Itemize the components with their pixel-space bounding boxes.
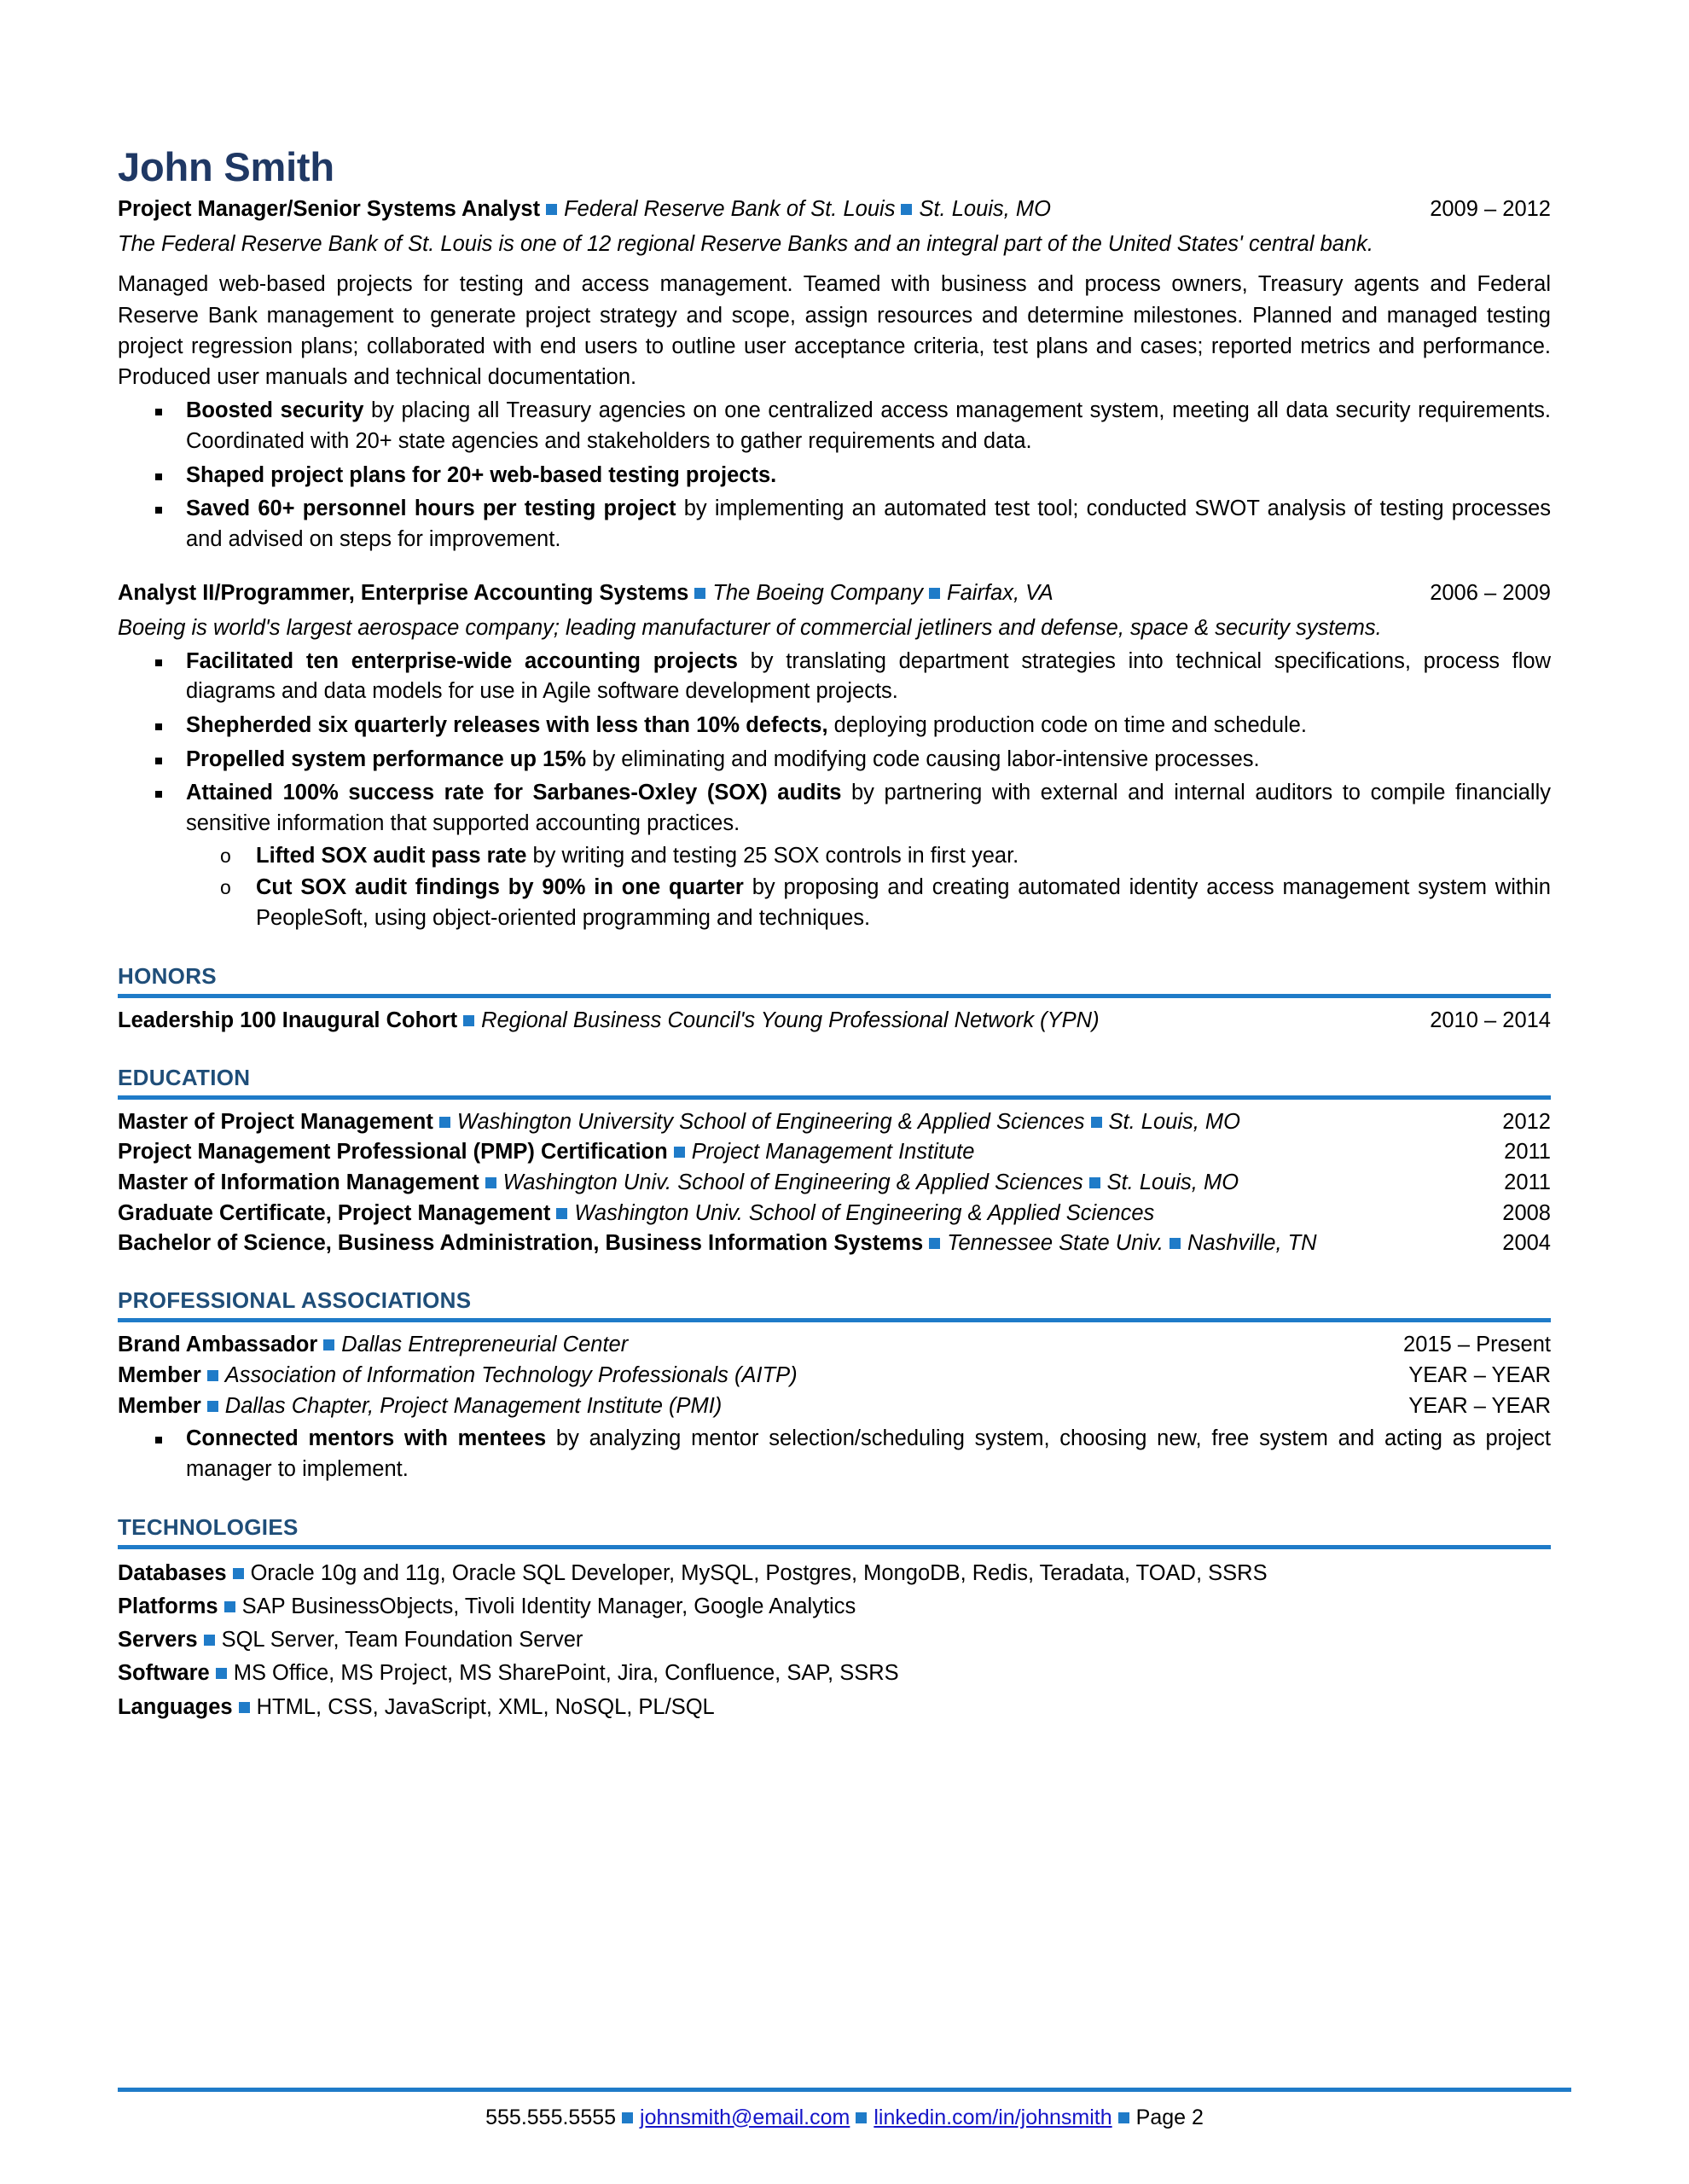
spacer bbox=[118, 555, 1551, 578]
section-title: TECHNOLOGIES bbox=[118, 1513, 299, 1540]
subbullet-lead: Cut SOX audit findings by 90% in one quarter bbox=[256, 875, 744, 900]
education-year: 2008 bbox=[1502, 1200, 1551, 1225]
employer-description: The Federal Reserve Bank of St. Louis is one of 12 regional Reserve Banks and an integral part of the United States' central bank. bbox=[118, 232, 1373, 257]
square-separator-icon bbox=[204, 1635, 215, 1646]
bullet-lead: Propelled system performance up 15% bbox=[186, 746, 587, 771]
technology-row bbox=[118, 1658, 1551, 1688]
list-item bbox=[118, 778, 1551, 933]
square-separator-icon bbox=[1118, 2112, 1129, 2123]
technology-label: Software bbox=[118, 1661, 210, 1686]
education-year: 2011 bbox=[1504, 1140, 1551, 1165]
education-year: 2004 bbox=[1502, 1231, 1551, 1256]
education-row-left bbox=[118, 1108, 1454, 1137]
bullet-rest: by placing all Treasury agencies on one centralized access management system, meeting all data security requirements. Coordinated with 20+ state agencies and stakeholders to gather requirements and data. bbox=[186, 398, 1552, 453]
list-item bbox=[186, 841, 1551, 872]
section-divider bbox=[118, 1318, 1551, 1322]
section-divider bbox=[118, 994, 1551, 998]
bullet-lead: Facilitated ten enterprise-wide accounting projects bbox=[186, 648, 738, 673]
job-dates: 2009 – 2012 bbox=[1430, 196, 1551, 221]
section-divider bbox=[118, 1545, 1551, 1549]
school-location: St. Louis, MO bbox=[1106, 1170, 1239, 1195]
square-separator-icon bbox=[546, 204, 557, 215]
subbullet-rest: by proposing and creating automated identity access management system within PeopleSoft, using object-oriented programming and techniques. bbox=[256, 875, 1551, 930]
education-row-left bbox=[118, 1138, 1454, 1167]
technology-value: MS Office, MS Project, MS SharePoint, Jira, Confluence, SAP, SSRS bbox=[233, 1661, 899, 1686]
square-separator-icon bbox=[856, 2112, 867, 2123]
association-row-left bbox=[118, 1362, 1390, 1391]
square-separator-icon bbox=[901, 204, 912, 215]
square-separator-icon bbox=[233, 1568, 244, 1579]
association-organization: Dallas Entrepreneurial Center bbox=[341, 1333, 629, 1357]
bullet-lead: Connected mentors with mentees bbox=[186, 1426, 547, 1451]
list-item bbox=[118, 396, 1551, 456]
degree: Bachelor of Science, Business Administration, Business Information Systems bbox=[118, 1231, 924, 1256]
school: Project Management Institute bbox=[691, 1140, 975, 1165]
square-separator-icon bbox=[556, 1208, 567, 1219]
bullet-rest: by partnering with external and internal auditors to compile financially sensitive information that supported accounting practices. bbox=[186, 781, 1551, 835]
experience-header-left-0 bbox=[118, 195, 1411, 224]
candidate-name: John Smith bbox=[118, 144, 334, 189]
section-title: PROFESSIONAL ASSOCIATIONS bbox=[118, 1287, 472, 1313]
page-footer bbox=[118, 2088, 1571, 2132]
school-location: Nashville, TN bbox=[1187, 1231, 1317, 1256]
education-row bbox=[118, 1169, 1551, 1198]
section-education bbox=[118, 1065, 1551, 1258]
technology-row bbox=[118, 1624, 1551, 1655]
technology-label: Servers bbox=[118, 1628, 198, 1653]
list-item bbox=[118, 1424, 1551, 1484]
square-separator-icon bbox=[207, 1370, 218, 1381]
education-row-left bbox=[118, 1199, 1454, 1228]
association-role: Brand Ambassador bbox=[118, 1333, 318, 1357]
bullet-lead: Shaped project plans for 20+ web-based testing projects. bbox=[186, 462, 777, 487]
footer-divider bbox=[118, 2088, 1571, 2092]
linkedin-link[interactable]: linkedin.com/in/johnsmith bbox=[874, 2105, 1112, 2129]
phone-number: 555.555.5555 bbox=[485, 2105, 617, 2129]
bullet-rest: by implementing an automated test tool; conducted SWOT analysis of testing processes and advised on steps for improvement. bbox=[186, 497, 1552, 551]
technology-value: HTML, CSS, JavaScript, XML, NoSQL, PL/SQL bbox=[256, 1694, 715, 1719]
honor-dates: 2010 – 2014 bbox=[1430, 1008, 1551, 1032]
technology-value: Oracle 10g and 11g, Oracle SQL Developer, MySQL, Postgres, MongoDB, Redis, Teradata, TOAD, SSRS bbox=[250, 1560, 1268, 1585]
technology-row bbox=[118, 1558, 1551, 1589]
education-row-left bbox=[118, 1229, 1454, 1258]
job-organization: The Boeing Company bbox=[712, 580, 924, 605]
degree: Master of Project Management bbox=[118, 1109, 433, 1134]
honor-row-left bbox=[118, 1007, 1411, 1036]
association-row-left bbox=[118, 1392, 1390, 1421]
bullet-rest: deploying production code on time and schedule. bbox=[827, 712, 1307, 737]
square-separator-icon bbox=[929, 588, 940, 599]
technology-label: Databases bbox=[118, 1560, 227, 1585]
page-number: Page 2 bbox=[1135, 2105, 1204, 2129]
resume-content bbox=[118, 145, 1551, 1722]
bullet-lead: Attained 100% success rate for Sarbanes-Oxley (SOX) audits bbox=[186, 781, 842, 805]
education-year: 2011 bbox=[1504, 1170, 1551, 1195]
square-separator-icon bbox=[674, 1147, 685, 1158]
school-location: St. Louis, MO bbox=[1108, 1109, 1240, 1134]
square-separator-icon bbox=[1089, 1177, 1100, 1188]
technology-row bbox=[118, 1692, 1551, 1722]
section-title: EDUCATION bbox=[118, 1064, 251, 1090]
association-organization: Association of Information Technology Professionals (AITP) bbox=[224, 1362, 798, 1387]
job-location: St. Louis, MO bbox=[919, 196, 1051, 221]
square-separator-icon bbox=[694, 588, 705, 599]
honor-title: Leadership 100 Inaugural Cohort bbox=[118, 1008, 458, 1032]
experience-summary-paragraph: Managed web-based projects for testing and access management. Teamed with business and process owners, Treasury agents and Federal Reserve Bank management to generate project strategy and scope, assign resources and determine milestones. Planned and managed testing project regression plans; collaborated with end users to outline user acceptance criteria, test plans and cases; reported metrics and performance. Produced user manuals and technical documentation. bbox=[118, 272, 1551, 390]
school: Tennessee State Univ. bbox=[947, 1231, 1164, 1256]
association-row bbox=[118, 1392, 1551, 1421]
education-row-left bbox=[118, 1169, 1454, 1198]
education-year: 2012 bbox=[1502, 1109, 1551, 1134]
email-link[interactable]: johnsmith@email.com bbox=[640, 2105, 850, 2129]
honor-organization: Regional Business Council's Young Professional Network (YPN) bbox=[481, 1008, 1100, 1032]
experience-entry-0 bbox=[118, 195, 1551, 555]
experience-bullets-1 bbox=[118, 647, 1551, 934]
section-divider bbox=[118, 1095, 1551, 1100]
association-dates: YEAR – YEAR bbox=[1408, 1362, 1551, 1387]
section-professional-associations bbox=[118, 1287, 1551, 1485]
job-dates: 2006 – 2009 bbox=[1430, 580, 1551, 605]
school: Washington Univ. School of Engineering & Applied Sciences bbox=[502, 1170, 1083, 1195]
job-title: Analyst II/Programmer, Enterprise Accounting Systems bbox=[118, 580, 689, 605]
square-separator-icon bbox=[207, 1401, 218, 1412]
footer-contact-line bbox=[118, 2104, 1571, 2132]
square-separator-icon bbox=[224, 1601, 235, 1612]
technology-label: Languages bbox=[118, 1694, 233, 1719]
association-dates: 2015 – Present bbox=[1403, 1333, 1551, 1357]
list-item bbox=[118, 745, 1551, 775]
experience-entry-1 bbox=[118, 579, 1551, 934]
square-separator-icon bbox=[1091, 1117, 1102, 1128]
association-row bbox=[118, 1331, 1551, 1360]
experience-subbullets bbox=[186, 841, 1551, 934]
bullet-rest: by eliminating and modifying code causing labor-intensive processes. bbox=[586, 746, 1260, 771]
bullet-rest: by translating department strategies into technical specifications, process flow diagrams and data models for use in Agile software development projects. bbox=[186, 648, 1551, 704]
degree: Project Management Professional (PMP) Certification bbox=[118, 1140, 668, 1165]
technology-value: SQL Server, Team Foundation Server bbox=[221, 1628, 583, 1653]
association-role: Member bbox=[118, 1393, 201, 1418]
experience-header-left-1 bbox=[118, 579, 1411, 608]
experience-header-1 bbox=[118, 579, 1551, 608]
school: Washington Univ. School of Engineering & Applied Sciences bbox=[574, 1200, 1155, 1225]
square-separator-icon bbox=[1170, 1238, 1181, 1249]
technology-row bbox=[118, 1591, 1551, 1622]
technology-label: Platforms bbox=[118, 1594, 218, 1618]
square-separator-icon bbox=[622, 2112, 633, 2123]
square-separator-icon bbox=[216, 1668, 227, 1679]
list-item bbox=[118, 461, 1551, 491]
experience-bullets-0 bbox=[118, 396, 1551, 555]
degree: Graduate Certificate, Project Management bbox=[118, 1200, 551, 1225]
association-role: Member bbox=[118, 1362, 201, 1387]
experience-header-0 bbox=[118, 195, 1551, 224]
square-separator-icon bbox=[485, 1177, 496, 1188]
association-dates: YEAR – YEAR bbox=[1408, 1393, 1551, 1418]
square-separator-icon bbox=[929, 1238, 940, 1249]
section-title: HONORS bbox=[118, 962, 217, 989]
association-row-left bbox=[118, 1331, 1384, 1360]
school: Washington University School of Engineering & Applied Sciences bbox=[456, 1109, 1085, 1134]
list-item bbox=[118, 711, 1551, 741]
square-separator-icon bbox=[323, 1339, 334, 1350]
bullet-lead: Shepherded six quarterly releases with less than 10% defects, bbox=[186, 712, 828, 737]
association-row bbox=[118, 1362, 1551, 1391]
association-bullets bbox=[118, 1424, 1551, 1484]
job-title: Project Manager/Senior Systems Analyst bbox=[118, 196, 541, 221]
education-row bbox=[118, 1138, 1551, 1167]
bullet-lead: Saved 60+ personnel hours per testing project bbox=[186, 497, 676, 521]
bullet-rest: by analyzing mentor selection/scheduling system, choosing new, free system and acting as project manager to implement. bbox=[186, 1426, 1551, 1481]
employer-description: Boeing is world's largest aerospace company; leading manufacturer of commercial jetliners and defense, space & security systems. bbox=[118, 616, 1382, 641]
degree: Master of Information Management bbox=[118, 1170, 479, 1195]
section-honors bbox=[118, 963, 1551, 1036]
subbullet-rest: by writing and testing 25 SOX controls in first year. bbox=[526, 843, 1019, 868]
job-organization: Federal Reserve Bank of St. Louis bbox=[564, 196, 896, 221]
job-location: Fairfax, VA bbox=[947, 580, 1053, 605]
square-separator-icon bbox=[463, 1015, 474, 1026]
education-row bbox=[118, 1229, 1551, 1258]
bullet-lead: Boosted security bbox=[186, 398, 364, 423]
subbullet-lead: Lifted SOX audit pass rate bbox=[256, 843, 527, 868]
technology-value: SAP BusinessObjects, Tivoli Identity Manager, Google Analytics bbox=[241, 1594, 856, 1618]
education-row bbox=[118, 1199, 1551, 1228]
list-item bbox=[118, 494, 1551, 555]
honor-row bbox=[118, 1007, 1551, 1036]
education-row bbox=[118, 1108, 1551, 1137]
list-item bbox=[186, 873, 1551, 933]
square-separator-icon bbox=[239, 1702, 250, 1713]
association-organization: Dallas Chapter, Project Management Institute (PMI) bbox=[224, 1393, 723, 1418]
list-item bbox=[118, 647, 1551, 707]
square-separator-icon bbox=[439, 1117, 450, 1128]
section-technologies bbox=[118, 1514, 1551, 1722]
